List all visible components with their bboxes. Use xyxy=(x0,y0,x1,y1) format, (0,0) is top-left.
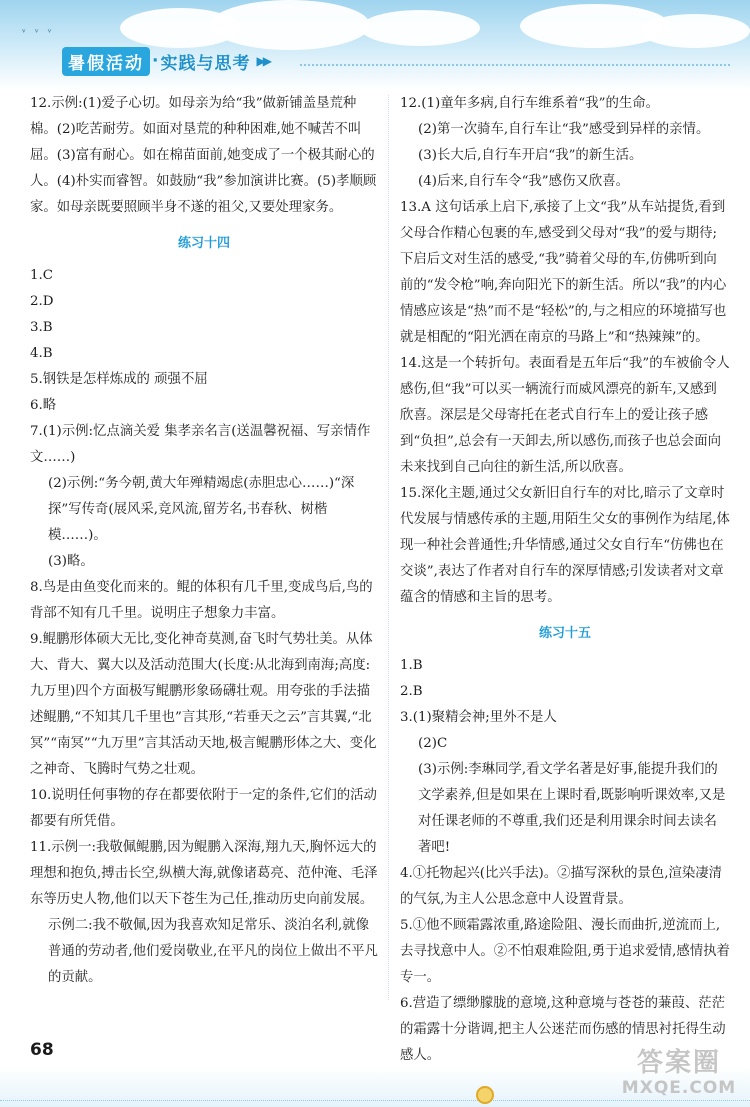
series-banner xyxy=(62,47,269,75)
answer-subitem: (2)C xyxy=(418,736,448,751)
footer-dotted-rule xyxy=(0,1100,750,1101)
answer-item: 5.①他不顾霜露浓重,路途险阻、漫长而曲折,逆流而上,去寻找意中人。②不怕艰难险阻,勇于追求爱情,感情执着专一。 xyxy=(400,918,730,985)
cloud-decoration xyxy=(640,14,750,48)
answer-item: 3.(1)聚精会神;里外不是人 xyxy=(400,710,557,725)
answer-item: 7.(1)示例:忆点滴关爱 集孝亲名言(送温馨祝福、写亲情作文……) xyxy=(30,424,371,465)
answer-subitem: (3)长大后,自行车开启“我”的新生活。 xyxy=(418,148,643,163)
answer-item: 2.B xyxy=(400,684,423,699)
answer-item: 10.说明任何事物的存在都要依附于一定的条件,它们的活动都要有所凭借。 xyxy=(30,788,377,829)
page-number: 68 xyxy=(30,1040,54,1060)
column-divider xyxy=(388,95,389,1000)
watermark-logo-text: 答案圈 xyxy=(636,1048,721,1078)
answer-subitem: (4)后来,自行车令“我”感伤又欣喜。 xyxy=(418,174,629,189)
birds-decoration: ᵛ ᵛ ᵛ xyxy=(22,28,55,39)
answer-subitem: (3)示例:李琳同学,看文学名著是好事,能提升我们的文学素养,但是如果在上课时看,既影响听课效率,又是对任课老师的不尊重,我们还是利用课余时间去读名著吧! xyxy=(418,762,726,855)
answer-subitem: (3)略。 xyxy=(48,554,94,569)
answer-item: 6.营造了缥缈朦胧的意境,这种意境与苍苍的蒹葭、茫茫的霜露十分谐调,把主人公迷茫而伤感的情思衬托得生动感人。 xyxy=(400,996,726,1063)
watermark xyxy=(618,1050,740,1100)
sun-icon xyxy=(476,1086,494,1104)
answer-item: 11.示例一:我敬佩鲲鹏,因为鲲鹏入深海,翔九天,胸怀远大的理想和抱负,搏击长空,纵横大海,就像诸葛亮、范仲淹、毛泽东等历史人物,他们以天下苍生为己任,推动历史向前发展。 xyxy=(30,840,378,907)
answer-item: 3.B xyxy=(30,320,53,335)
cloud-decoration xyxy=(210,0,370,50)
page-header xyxy=(0,0,750,90)
answer-item: 13.A 这句话承上启下,承接了上文“我”从车站提货,看到父母合作精心包裹的车,感受到父母对“我”的爱与期待;下启后文对生活的感受,“我”骑着父母的车,仿佛听到向前的“发令枪”响,奔向阳光下的新生活。所以“我”的内心情感应该是“热”而不是“轻松”的,与之相应的环境描写也就是相配的“阳光洒在南京的马路上”和“热辣辣”的。 xyxy=(400,200,727,345)
double-arrow-icon: ▶▶ xyxy=(256,54,269,68)
section-heading-exercise-15: 练习十五 xyxy=(538,626,591,641)
answer-item: 1.B xyxy=(400,658,423,673)
answer-item: 12.示例:(1)爱子心切。如母亲为给“我”做新铺盖垦荒种棉。(2)吃苦耐劳。如面对垦荒的种种困难,她不喊苦不叫屈。(3)富有耐心。如在棉苗面前,她变成了一个极其耐心的人。(4)朴实而睿智。如鼓励“我”参加演讲比赛。(5)孝顺顾家。如母亲既要照顾半身不遂的祖父,又要处理家务。 xyxy=(30,96,377,215)
right-column xyxy=(400,91,730,1069)
answer-item: 2.D xyxy=(30,294,54,309)
series-subtitle: 实践与思考 xyxy=(160,53,251,74)
answer-item: 12.(1)童年多病,自行车维系着“我”的生命。 xyxy=(400,96,660,111)
answer-item: 15.深化主题,通过父女新旧自行车的对比,暗示了文章时代发展与情感传承的主题,用陌生父女的事例作为结尾,体现一种社会普通性;升华情感,通过父女自行车“仿佛也在交谈”,表达了作者对自行车的深厚情感;引发读者对文章蕴含的情感和主旨的思考。 xyxy=(400,486,730,605)
series-title: 暑假活动 xyxy=(62,47,150,76)
answer-item: 4.B xyxy=(30,346,53,361)
answer-item: 6.略 xyxy=(30,398,57,413)
answer-item: 1.C xyxy=(30,268,54,283)
section-heading-exercise-14: 练习十四 xyxy=(177,236,230,251)
cloud-decoration xyxy=(360,10,480,46)
title-separator: · xyxy=(152,51,159,71)
answer-subitem: (2)示例:“务今朝,黄大年殚精竭虑(赤胆忠心……)“深探”写传奇(展风采,竞风流,留芳名,书春秋、树楷模……)。 xyxy=(48,476,355,543)
answer-item: 5.钢铁是怎样炼成的 顽强不屈 xyxy=(30,372,208,387)
header-dotted-rule xyxy=(300,64,730,66)
left-column xyxy=(30,91,378,991)
answer-subitem: 示例二:我不敬佩,因为我喜欢知足常乐、淡泊名利,就像普通的劳动者,他们爱岗敬业,在平凡的岗位上做出不平凡的贡献。 xyxy=(48,918,378,985)
answer-subitem: (2)第一次骑车,自行车让“我”感受到异样的亲情。 xyxy=(418,122,710,137)
watermark-url: MXQE.COM xyxy=(621,1078,737,1098)
answer-item: 4.①托物起兴(比兴手法)。②描写深秋的景色,渲染凄清的气氛,为主人公思念意中人设置背景。 xyxy=(400,866,723,907)
answer-item: 9.鲲鹏形体硕大无比,变化神奇莫测,奋飞时气势壮美。从体大、背大、翼大以及活动范围大(长度:从北海到南海;高度:九万里)四个方面极写鲲鹏形象砀礴壮观。用夸张的手法描述鲲鹏,“不知其几千里也”言其形,“若垂天之云”言其翼,“北冥”“南冥”“九万里”言其活动天地,极言鲲鹏形体之大、变化之神奇、飞腾时气势之壮观。 xyxy=(30,632,377,777)
answer-item: 14.这是一个转折句。表面看是五年后“我”的车被偷令人感伤,但“我”可以买一辆流行而威风漂亮的新车,又感到欣喜。深层是父母寄托在老式自行车上的爱让孩子感到“负担”,总会有一天卸去,所以感伤,而孩子也总会面向未来找到自己向往的新生活,所以欣喜。 xyxy=(400,356,730,475)
answer-item: 8.鸟是由鱼变化而来的。鲲的体积有几千里,变成鸟后,鸟的背部不知有几千里。说明庄子想象力丰富。 xyxy=(30,580,373,621)
